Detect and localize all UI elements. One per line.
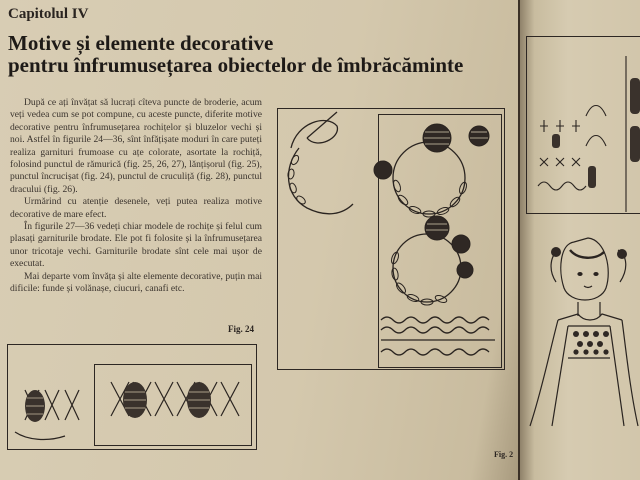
title-line-1: Motive și elemente decorative — [8, 31, 274, 55]
paragraph: Mai departe vom învăța și alte elemente decorative, puțin mai dificile: funde și volănașe, ciucuri, canafi etc. — [10, 270, 262, 295]
paragraph: Urmărind cu atenție desenele, veți putea realiza motive decorative de mare efect. — [10, 196, 262, 220]
cross-stitch-illustration — [7, 344, 257, 450]
girl-dress-illustration — [530, 230, 640, 430]
paragraph: În figurile 27—36 vedeți chiar modele de rochițe și felul cum plasați garniturile brodate. Ele pot fi folosite și la înfrumusețarea unor tricotaje vechi. Garniturile brodate sînt cele mai ușor de executat. — [10, 221, 262, 270]
chapter-heading: Capitolul IV — [8, 6, 89, 22]
stitch-sampler-illustration — [526, 36, 640, 214]
figure-label-24: Fig. 24 — [228, 324, 254, 334]
garland-illustration — [277, 108, 503, 370]
figure-label-bottom: Fig. 2 — [494, 450, 514, 459]
page-title — [8, 32, 463, 76]
paragraph: După ce ați învățat să lucrați cîteva puncte de broderie, acum veți vedea cum se pot compune, cu aceste puncte, diferite motive decorative pentru înfrumusețarea rochițelor și bluzelor vechi și noi. Astfel în figurile 24—36, sînt înfățișate moduri în care puteți realiza garnituri frumoase cu ațe colorate, asortate la rochiță, folosind punctul de rămurică (fig. 25, 26, 27), lănțișorul (fig. 25), punctul încrucișat (fig. 24), punctul de cruculiță (fig. 28), punctul dracului (fig. 26). — [10, 97, 262, 195]
right-page — [520, 0, 640, 480]
title-line-2: pentru înfrumusețarea obiectelor de îmbrăcăminte — [8, 53, 464, 77]
body-text — [10, 97, 262, 296]
